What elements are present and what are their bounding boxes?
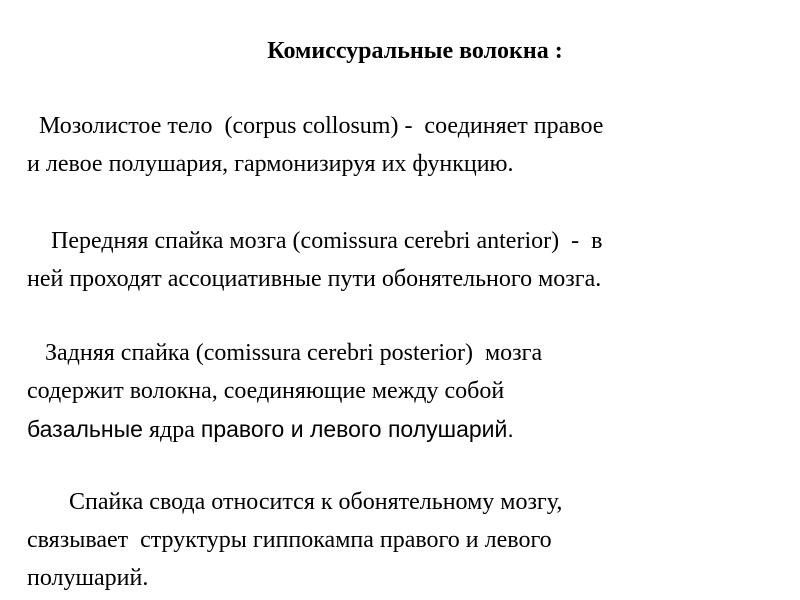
paragraph-line: Мозолистое тело (corpus collosum) - соединяет правое (27, 113, 604, 139)
paragraph-line: содержит волокна, соединяющие между собой (27, 378, 505, 404)
serif-text-nuclei: ядра (142, 417, 201, 443)
paragraph-posterior-commissure (27, 334, 797, 449)
paragraph-line: ней проходят ассоциативные пути обонятельного мозга. (27, 266, 602, 292)
paragraph-line-mixed (27, 410, 797, 449)
paragraph-line: Спайка свода относится к обонятельному мозгу, (27, 489, 563, 515)
paragraph-line: связывает структуры гиппокампа правого и левого (27, 527, 552, 553)
paragraph-line: Задняя спайка (comissura cerebri posterior) мозга (27, 340, 543, 366)
sans-text-basal: базальные (27, 416, 143, 442)
paragraph-corpus-callosum (27, 107, 797, 183)
slide-title: Комиссуральные волокна : (267, 38, 563, 64)
paragraph-anterior-commissure (27, 222, 797, 298)
paragraph-line: Передняя спайка мозга (comissura cerebri anterior) - в (27, 228, 603, 254)
paragraph-fornix-commissure (27, 483, 797, 597)
paragraph-line: полушарий. (27, 565, 149, 591)
paragraph-line: и левое полушария, гармонизируя их функцию. (27, 151, 514, 177)
sans-text-hemispheres: правого и левого полушарий. (200, 416, 514, 442)
